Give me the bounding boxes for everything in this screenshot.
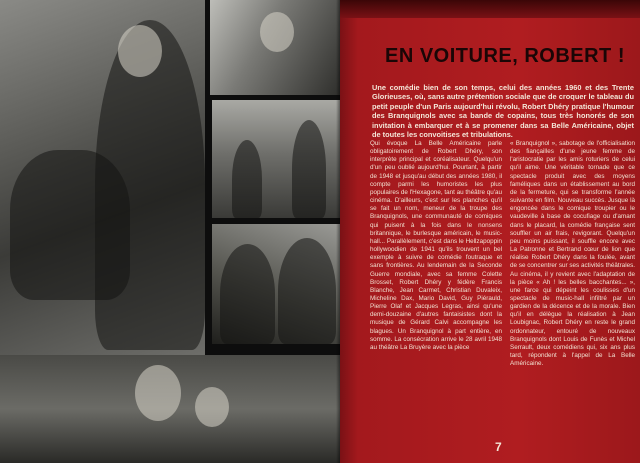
photo-street-scene [212, 100, 340, 218]
photo-crowd-scene [0, 355, 340, 463]
figure-left-man [220, 244, 275, 344]
figure-right [292, 120, 326, 218]
face-officer [118, 25, 162, 77]
page-number: 7 [495, 440, 502, 454]
face-central-man [135, 365, 181, 421]
article-column-2: « Branquignol », sabotage de l'officialisation des fiançailles d'une jeune femme de l'aristocratie par les amis roturiers de celui qu'il aime. Une véritable tornade que ce spectacle produit avec des moyens faméliques dans un établissement au bord de la fermeture, qui se transforme l'année suivante en film. Nouveau succès. Jusque là engoncée dans le comique troupier ou le vaudeville à base de cocufiage ou d'amant dans le placard, la comédie française sent souffler un air frais, revigorant. Quelqu'un peu moins puissant, il souffle encore avec La Patronne et Bertrand cœur de lion que réalise Robert Dhéry dans la foulée, avant de se concentrer sur ses activités théâtrales. Au cinéma, il y revient avec l'adaptation de la pièce « Ah ! les belles bacchantes... », une farce qui dépeint les coulisses d'un spectacle de music-hall infiltré par un gardien de la décence et de la morale. Bien qu'il en délègue la réalisation à Jean Loubignac, Robert Dhéry en reste le grand ordonnateur, entouré de nouveaux Branquignols dont Louis de Funès et Michel Serrault, deux comédiens qui, six ans plus tard, répondent à l'appel de La Belle Américaine. [510, 140, 635, 368]
article-column-1: Qui évoque La Belle Américaine parle obligatoirement de Robert Dhéry, son interprète principal et coréalisateur. Quelqu'un d'un peu oublié aujourd'hui. Pourtant, à partir de 1948 et jusqu'au début des années 1980, il compte parmi les humoristes les plus populaires de l'Hexagone, tant au théâtre qu'au cinéma. D'ailleurs, c'est sur les planches qu'il se fait un nom, meneur de la troupe des Branquignols, une communauté de comiques qui puisent à la fois dans le nonsens britannique, le burlesque américain, le music-hall... Parallèlement, c'est dans le Hellzapoppin hollywoodien de 1941 qu'ils trouvent un bel exemple à suivre de comédie foutraque et sans frontières. Au lendemain de la Seconde Guerre mondiale, avec sa femme Colette Brosset, Robert Dhéry y fédère Francis Blanche, Jean Carmet, Christian Duvaleix, Micheline Dax, Mario David, Guy Piérauld, Pierre Olaf et Jacques Legras, ainsi qu'une demi-douzaine d'autres fantaisistes dont la musique de Gérard Calvi accompagne les blagues. Un Branquignol à part entière, en somme. La consécration arrive le 28 avril 1948 au théâtre La Bruyère avec la pièce [370, 140, 502, 351]
article-headline: EN VOITURE, ROBERT ! [384, 45, 625, 67]
photo-man-in-car [210, 0, 340, 95]
figure-right-man [278, 238, 336, 344]
page-top-shadow [340, 0, 640, 18]
figure-bending-man [10, 150, 130, 300]
face-man-in-car [260, 12, 294, 52]
article-page [340, 0, 640, 463]
photo-officer-scene [0, 0, 205, 355]
article-intro: Une comédie bien de son temps, celui des années 1960 et des Trente Glorieuses, où, sans autre prétention sociale que de croquer le tableau du petit peuple d'un Paris aujourd'hui révolu, Robert Dhéry pratique l'humour des Branquignols avec sa bande de copains, tous très honorés de son invitation à embarquer et à se promener dans sa Belle Américaine, objet de toutes les convoitises et tribulations. [372, 83, 634, 140]
face-bald-man [195, 387, 229, 427]
figure-left [232, 140, 262, 218]
photo-two-men [212, 224, 340, 344]
